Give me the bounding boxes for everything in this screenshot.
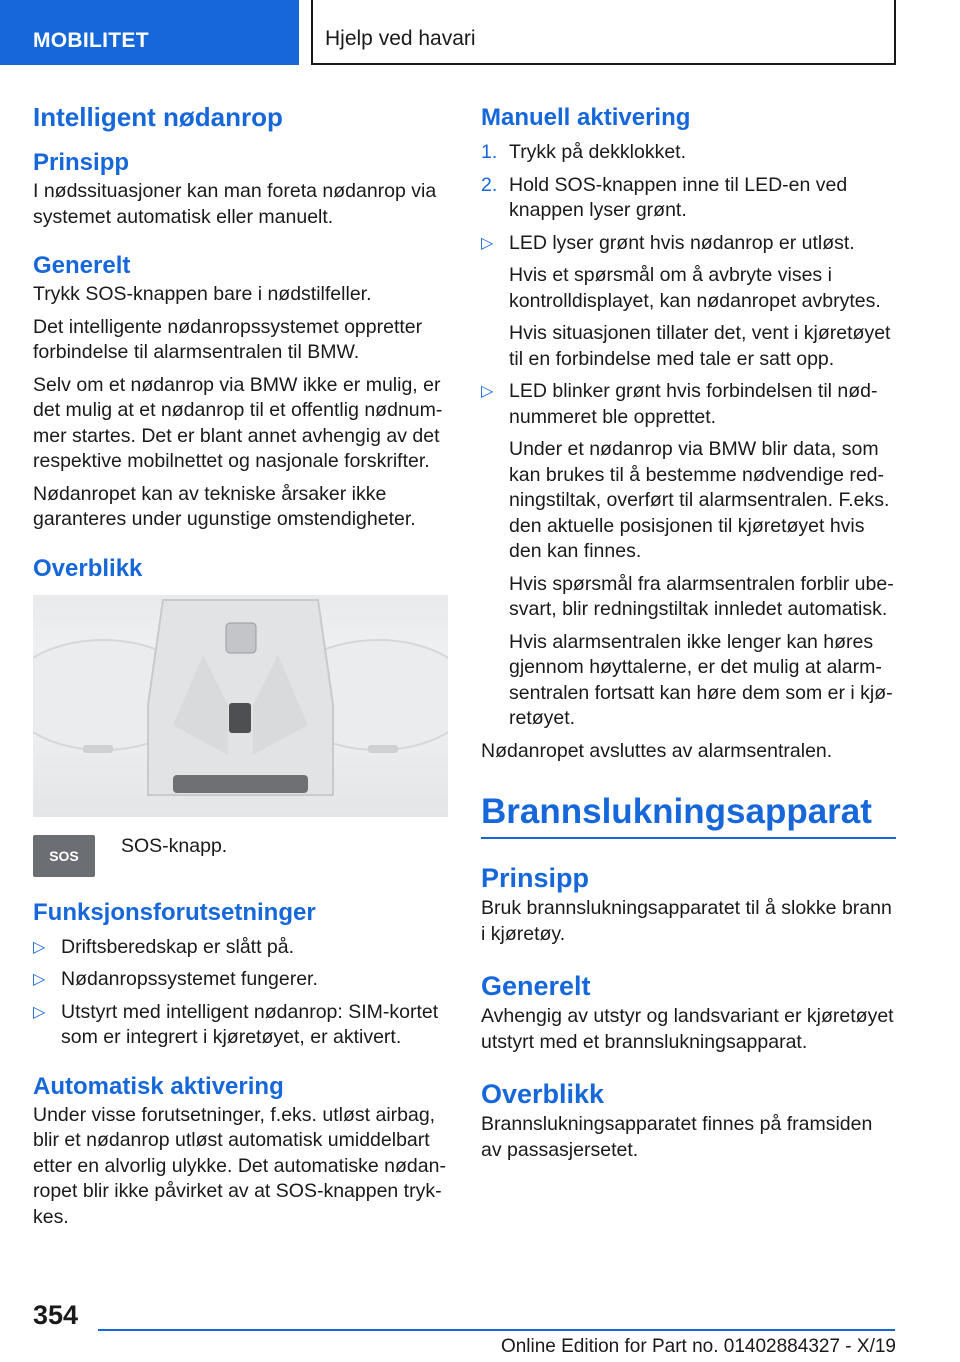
triangle-bullet-icon: ▷ — [481, 234, 494, 252]
sub-text: Hvis situasjonen tillater det, vent i kjøretøyet til en forbindelse med tale er satt opp. — [509, 322, 891, 370]
led-list — [481, 231, 896, 257]
triangle-bullet-icon: ▷ — [481, 383, 494, 400]
right-column — [481, 98, 896, 1170]
generelt-text-3: Selv om et nødanrop via BMW ikke er mulig, er det mulig at et nødanrop til et offentlig nødnummer startes. Det er blant annet avhengig av det respektive mobilnettet og nasjonale forskrifter. — [33, 373, 443, 472]
triangle-bullet-icon: ▷ — [33, 938, 46, 956]
step-item: 2. Hold SOS-knappen inne til LED-en ved knappen lyser grønt. — [481, 173, 848, 221]
led-list-2 — [481, 379, 896, 430]
sos-button-icon — [33, 835, 95, 877]
roof-console-photo — [33, 595, 448, 817]
sub-text: Hvis spørsmål fra alarmsentralen forblir ubesvart, blir redningstiltak innledet automatisk. — [509, 572, 894, 620]
list-item: ▷ LED lyser grønt hvis nødanrop er utløst. — [481, 231, 896, 257]
triangle-bullet-icon: ▷ — [33, 1003, 46, 1021]
end-text: Nødanropet avsluttes av alarmsentralen. — [481, 739, 833, 762]
list-item: ▷ Driftsberedskap er slått på. — [33, 935, 448, 961]
page-title: Intelligent nødanrop — [33, 102, 283, 132]
list-item: ▷ Utstyrt med intelligent nødanrop: SIM-kortet som er integrert i kjøretøyet, er aktivert. — [33, 1000, 439, 1048]
edition-note: Online Edition for Part no. 01402884327 - X/19 — [500, 1336, 896, 1357]
generelt-text-1: Trykk SOS-knappen bare i nødstilfeller. — [33, 283, 372, 305]
chapter-label: Hjelp ved havari — [325, 27, 476, 50]
manuell-heading: Manuell aktivering — [481, 104, 691, 131]
sos-icon-text: SOS — [49, 847, 79, 864]
chapter-header — [311, 0, 896, 65]
generelt-text-2: Det intelligente nødanropssystemet oppretter forbindelse til alarmsentralen til BMW. — [33, 315, 423, 363]
funk-list — [33, 935, 448, 1051]
prinsipp-heading: Prinsipp — [33, 149, 130, 176]
section-label: MOBILITET — [33, 29, 149, 52]
generelt-heading-2: Generelt — [481, 971, 591, 1001]
generelt-text-2b: Avhengig av utstyr og landsvariant er kjøretøyet utstyrt med et brannslukningsapparat. — [481, 1005, 894, 1053]
generelt-text-4: Nødanropet kan av tekniske årsaker ikke garanteres under ugunstige omstendigheter. — [33, 482, 416, 530]
section-title: Brannslukningsapparat — [481, 792, 896, 839]
page-number: 354 — [33, 1300, 79, 1330]
list-item: ▷ Nødanropssystemet fungerer. — [33, 967, 448, 993]
overblikk-text-2: Brannslukningsapparatet finnes på framsiden av passasjersetet. — [481, 1113, 873, 1161]
steps-list — [481, 140, 896, 224]
sub-text: Hvis et spørsmål om å avbryte vises i kontrolldisplayet, kan nødanropet avbrytes. — [509, 264, 881, 312]
generelt-heading: Generelt — [33, 252, 131, 279]
prinsipp-heading-2: Prinsipp — [481, 863, 590, 893]
overblikk-heading: Overblikk — [33, 554, 143, 582]
left-column — [33, 98, 448, 1237]
section-tab — [0, 0, 299, 65]
overblikk-heading-2: Overblikk — [481, 1079, 605, 1109]
sos-caption: SOS-knapp. — [121, 834, 228, 857]
sub-text: Under et nødanrop via BMW blir data, som kan brukes til å bestemme nødvendige redningstiltak, overført til alarmsentralen. F.eks. den aktuelle posisjonen til kjøretøyet hvis den kan finnes. — [509, 438, 890, 562]
automatisk-heading: Automatisk aktivering — [33, 1072, 284, 1100]
sub-text: Hvis alarmsentralen ikke lenger kan høres gjennom høyttalerne, er det mulig at alarmsentralen fortsatt kan høre dem som er i kjøretøyet. — [509, 630, 893, 729]
footer-rule — [98, 1329, 895, 1331]
list-item: ▷ LED blinker grønt hvis forbindelsen til nødnummeret ble opprettet. — [481, 380, 878, 428]
step-item: 1. Trykk på dekklokket. — [481, 141, 687, 163]
prinsipp-text-2: Bruk brannslukningsapparatet til å slokke brann i kjøretøy. — [481, 897, 892, 945]
triangle-bullet-icon: ▷ — [33, 971, 46, 988]
prinsipp-text: I nødssituasjoner kan man foreta nødanrop via systemet automatisk eller manuelt. — [33, 180, 437, 228]
automatisk-text: Under visse forutsetninger, f.eks. utløst airbag, blir et nødanrop utløst automatisk umiddelbart etter en alvorlig ulykke. Det automatiske nødanropet blir ikke påvirket av at SOS-knappen trykkes. — [33, 1103, 446, 1228]
funksjonsforutsetninger-heading: Funksjonsforutsetninger — [33, 898, 316, 926]
sos-legend — [33, 835, 448, 877]
